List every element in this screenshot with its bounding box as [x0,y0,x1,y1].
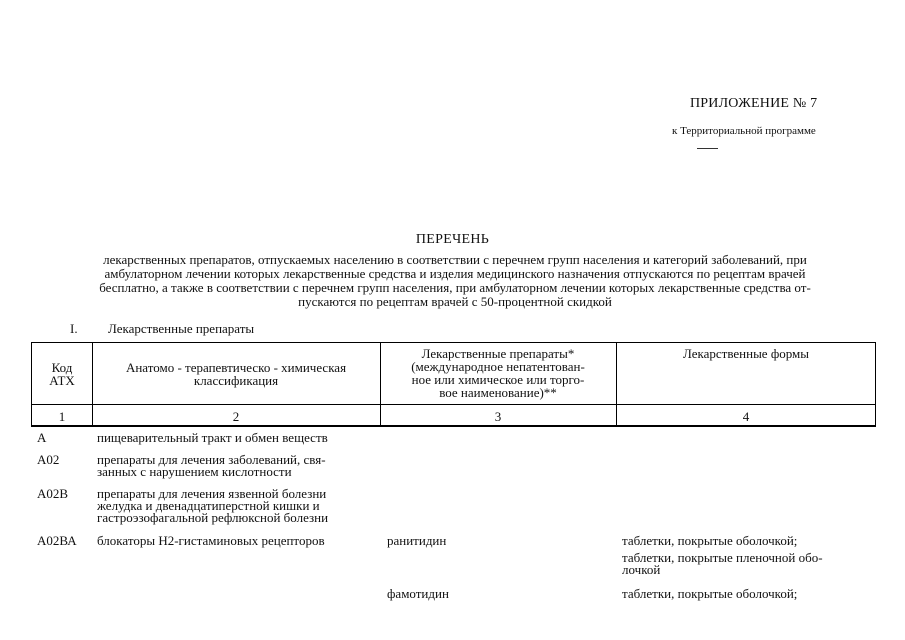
drug-form [622,535,797,547]
appendix-subtitle: к Территориальной программе [672,125,816,137]
classification-line: блокаторы Н2-гистаминовых рецепторов [97,533,325,548]
atc-classification [97,454,326,478]
atc-classification [97,535,325,547]
header-line: Лекарственные формы [682,346,810,361]
appendix-title: ПРИЛОЖЕНИЕ № 7 [690,96,818,111]
header-forms [616,347,876,360]
header-classification [92,361,380,387]
header-line: вое наименование)** [439,385,557,400]
form-line: таблетки, покрытые оболочкой; [622,533,798,548]
classification-line: пищеварительный тракт и обмен веществ [97,430,328,445]
description-line: лекарственных препаратов, отпускаемых населению в соответствии с перечнем групп населения и категорий заболеваний, при [103,252,807,267]
description-line: амбулаторном лечении которых лекарственные средства и изделия медицинского назначения отпускаются по рецептам врачей [104,266,806,281]
header-code [32,361,92,387]
column-number: 3 [494,409,502,424]
form-line: таблетки, покрытые оболочкой; [622,586,798,601]
atc-classification [97,488,328,524]
section-title: Лекарственные препараты [108,321,255,336]
atc-code: А02ВА [37,533,77,548]
atc-code: А02В [37,486,69,501]
column-number: 2 [232,409,240,424]
classification-line: препараты для лечения заболеваний, свя- [97,452,326,467]
header-line: Лекарственные препараты* [421,346,575,361]
header-drugs [380,347,616,399]
atc-code: А [37,430,47,445]
header-line: классификация [193,373,279,388]
atc-classification [97,432,328,444]
drug-name: ранитидин [387,533,447,548]
description-line: бесплатно, а также в соответствии с перечнем групп населения, при амбулаторном лечении которых лекарственные средства от- [99,280,811,295]
drug-name: фамотидин [387,586,449,601]
column-number: 4 [742,409,750,424]
classification-line: гастроэзофагальной рефлюксной болезни [97,510,329,525]
section-number: I. [70,321,78,336]
column-number: 1 [58,409,66,424]
document-heading: ПЕРЕЧЕНЬ [415,232,490,247]
table-bottom-rule [32,425,875,427]
classification-line: препараты для лечения язвенной болезни [97,486,327,501]
header-line: Код [51,360,73,375]
classification-line: занных с нарушением кислотности [97,464,292,479]
drug-form [622,552,823,576]
atc-code: А02 [37,452,60,467]
form-line: таблетки, покрытые пленочной обо- [622,550,823,565]
document-description [36,253,874,309]
header-line: ное или химическое или торго- [411,372,585,387]
description-line: пускаются по рецептам врачей с 50-процентной скидкой [298,294,612,309]
classification-line: желудка и двенадцатиперстной кишки и [97,498,320,513]
header-line: (международное непатентован- [411,359,585,374]
header-line: Анатомо - терапевтическо - химическая [125,360,347,375]
form-line: лочкой [622,562,661,577]
table-header [31,342,876,427]
drug-form [622,588,797,600]
header-line: АТХ [49,373,75,388]
appendix-divider [697,148,718,149]
